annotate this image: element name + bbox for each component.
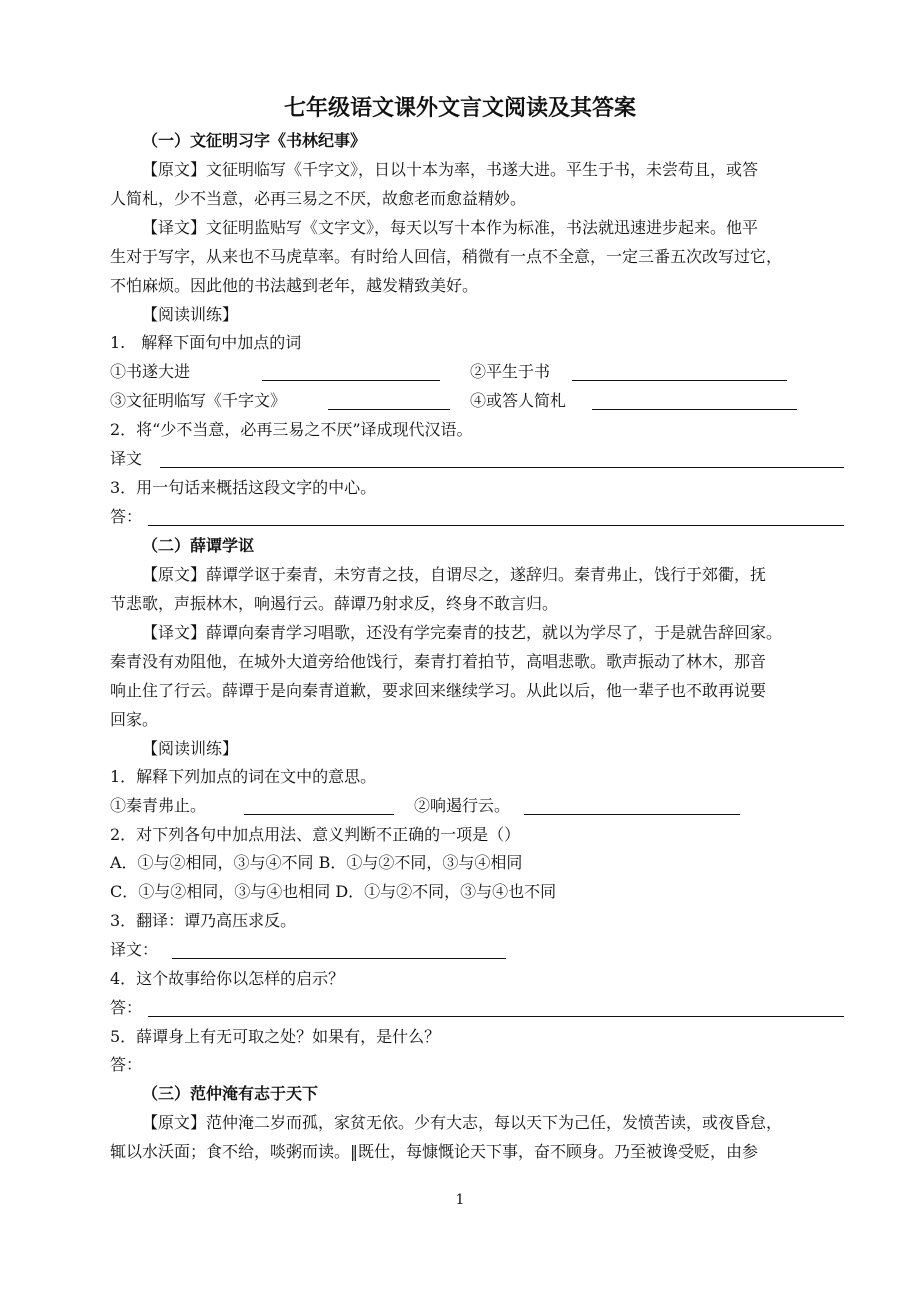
s2-q5-label: 答：	[110, 1055, 143, 1074]
s1-original-line-2: 人简札，少不当意，必再三易之不厌，故愈老而愈益精妙。	[110, 189, 527, 208]
s2-translation-line-3: 响止住了行云。薛谭于是向秦青道歉，要求回来继续学习。从此以后，他一辈子也不敢再说要	[110, 681, 767, 700]
s2-q1b-answer-blank[interactable]	[524, 798, 740, 815]
s2-q1-item-b: ②响遏行云。	[414, 796, 511, 815]
s2-q3-label: 译文：	[110, 940, 159, 959]
section-3-heading: （三）范仲淹有志于天下	[142, 1084, 319, 1103]
s1-q1-item-a: ①书遂大进	[110, 362, 191, 381]
s2-q3-answer-blank[interactable]	[172, 942, 506, 959]
s3-original-line-2: 辄以水沃面；食不给，啖粥而读。‖既仕，每慷慨论天下事，奋不顾身。乃至被谗受贬，由参	[110, 1142, 759, 1161]
s1-translation-line-1: 【译文】文征明监贴写《文字文》，每天以写十本作为标准，书法就迅速进步起来。他平	[142, 218, 759, 237]
s2-translation-line-4: 回家。	[110, 710, 159, 729]
s1-q1d-answer-blank[interactable]	[592, 393, 797, 410]
s2-question-4: 4．这个故事给你以怎样的启示？	[110, 969, 345, 988]
s2-translation-line-2: 秦青没有劝阻他，在城外大道旁给他饯行，秦青打着拍节，高唱悲歌。歌声振动了林木，那音	[110, 652, 767, 671]
s1-original-line-1: 【原文】文征明临写《千字文》，日以十本为率，书遂大进。平生于书，未尝苟且，或答	[142, 160, 759, 179]
s2-question-5: 5．薛谭身上有无可取之处？如果有，是什么？	[110, 1027, 441, 1046]
s1-q2-answer-blank[interactable]	[160, 451, 844, 468]
s2-question-3: 3．翻译：谭乃高压求反。	[110, 911, 297, 930]
s1-training-heading: 【阅读训练】	[142, 305, 239, 324]
s2-q1a-answer-blank[interactable]	[244, 798, 394, 815]
s1-q1b-answer-blank[interactable]	[572, 364, 787, 381]
s1-q3-answer-blank[interactable]	[148, 509, 844, 526]
page-number: 1	[455, 1192, 465, 1208]
s1-q1a-answer-blank[interactable]	[262, 364, 440, 381]
s1-q1-item-c: ③文征明临写《千字文》	[110, 391, 287, 410]
s2-q2-option-ab: A．①与②相同，③与④不同 B．①与②不同，③与④相同	[110, 853, 523, 872]
s2-training-heading: 【阅读训练】	[142, 739, 239, 758]
section-1-heading: （一）文征明习字《书林纪事》	[142, 131, 367, 150]
s1-q2-label: 译文	[110, 449, 143, 468]
s2-q2-option-cd: C．①与②相同，③与④也相同 D．①与②不同，③与④也不同	[110, 882, 557, 901]
s2-original-line-1: 【原文】薛谭学讴于秦青，未穷青之技，自谓尽之，遂辞归。秦青弗止，饯行于郊衢，抚	[142, 565, 767, 584]
s1-question-1: 1. 解释下面句中加点的词	[110, 333, 302, 352]
s3-original-line-1: 【原文】范仲淹二岁而孤，家贫无依。少有大志，每以天下为己任，发愤苦读，或夜昏怠，	[142, 1113, 783, 1132]
s1-q1-item-b: ②平生于书	[470, 362, 551, 381]
s2-question-2: 2．对下列各句中加点用法、意义判断不正确的一项是（）	[110, 825, 521, 844]
s1-question-3: 3．用一句话来概括这段文字的中心。	[110, 478, 377, 497]
s2-translation-line-1: 【译文】薛谭向秦青学习唱歌，还没有学完秦青的技艺，就以为学尽了，于是就告辞回家。	[142, 623, 783, 642]
section-2-heading: （二）薛谭学讴	[142, 536, 255, 555]
s2-q4-answer-blank[interactable]	[148, 1000, 844, 1017]
s2-q1-item-a: ①秦青弗止。	[110, 796, 207, 815]
s1-q1-item-d: ④或答人简札	[470, 391, 567, 410]
s2-q4-label: 答：	[110, 998, 143, 1017]
s2-question-1: 1．解释下列加点的词在文中的意思。	[110, 767, 377, 786]
s1-q3-label: 答：	[110, 507, 143, 526]
s2-original-line-2: 节悲歌，声振林木，响遏行云。薛谭乃射求反，终身不敢言归。	[110, 594, 559, 613]
s1-translation-line-2: 生对于写字，从来也不马虎草率。有时给人回信，稍微有一点不全意，一定三番五次改写过它，	[110, 247, 783, 266]
s1-translation-line-3: 不怕麻烦。因此他的书法越到老年，越发精致美好。	[110, 276, 479, 295]
s1-question-2: 2．将“少不当意，必再三易之不厌”译成现代汉语。	[110, 420, 473, 439]
s1-q1c-answer-blank[interactable]	[328, 393, 450, 410]
page-title: 七年级语文课外文言文阅读及其答案	[283, 96, 636, 121]
